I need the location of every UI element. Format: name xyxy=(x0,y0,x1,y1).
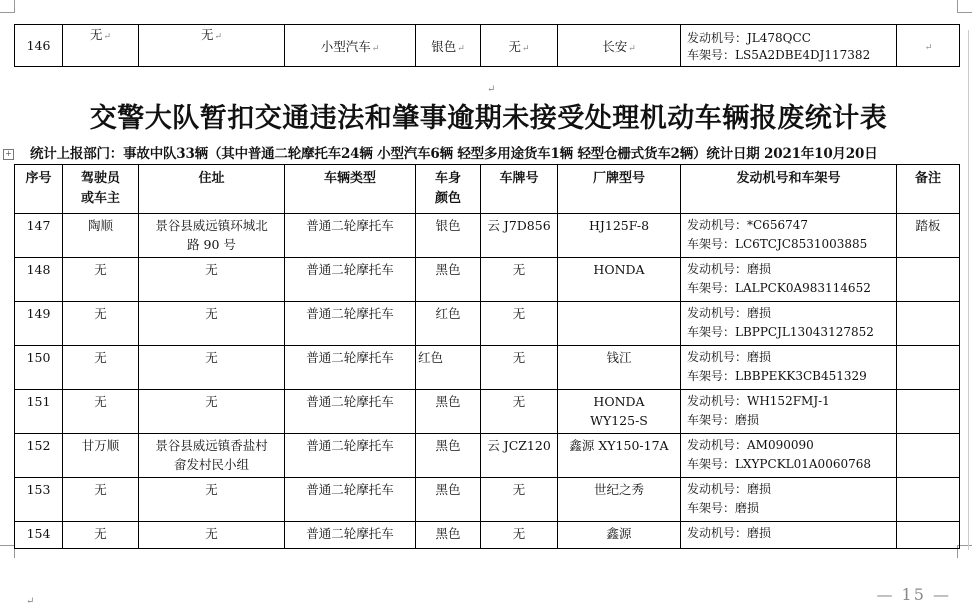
vehicle-type-cell xyxy=(285,214,416,258)
page-title: 交警大队暂扣交通违法和肇事逾期未接受处理机动车辆报废统计表 xyxy=(89,103,888,134)
header-driver: 驾驶员 或车主 xyxy=(63,165,139,214)
driver-cell xyxy=(63,302,139,346)
paragraph-mark: ↵ xyxy=(487,84,496,95)
header-address: 住址 xyxy=(139,165,285,214)
plate-cell xyxy=(481,478,558,522)
engine-frame-text: 车架号：LBBPEKK3CB451329 xyxy=(687,369,867,383)
address-text: 无 xyxy=(205,306,218,321)
vehicle-type-cell xyxy=(285,302,416,346)
driver-text: 无 xyxy=(94,262,107,277)
row-number-text: 151 xyxy=(26,394,51,409)
address-text: 无 xyxy=(205,482,218,497)
note-cell xyxy=(897,390,960,434)
header-color: 车身 颜色 xyxy=(416,165,481,214)
engine-frame-cell xyxy=(681,522,897,549)
engine-frame-cell xyxy=(681,390,897,434)
table-row xyxy=(15,25,960,67)
plate-cell xyxy=(481,522,558,549)
row-number xyxy=(15,434,63,478)
driver-cell: 无↵ xyxy=(63,25,139,67)
address-text: 无 xyxy=(205,350,218,365)
row-number-text: 152 xyxy=(26,438,51,453)
engine-frame-text: 车架号：LALPCK0A983114652 xyxy=(687,281,871,295)
color-text: 黑色 xyxy=(435,438,461,453)
header-vehicle-type: 车辆类型 xyxy=(285,165,416,214)
plate-cell xyxy=(481,258,558,302)
brand-text: 钱江 xyxy=(606,350,632,365)
engine-number: 发动机号：JL478QCC xyxy=(687,30,811,45)
brand-text: HONDA xyxy=(593,394,645,409)
plate-text: 无 xyxy=(512,482,526,497)
vehicle-table xyxy=(14,164,960,549)
vehicle-type-text: 普通二轮摩托车 xyxy=(306,218,394,233)
brand-cell xyxy=(558,214,681,258)
engine-frame-cell xyxy=(681,258,897,302)
engine-frame-text: 车架号：磨损 xyxy=(687,413,760,427)
note-cell xyxy=(897,346,960,390)
address-cell xyxy=(139,302,285,346)
address-text: 畲发村民小组 xyxy=(173,457,249,472)
color-text: 黑色 xyxy=(435,526,461,541)
brand-text: HONDA xyxy=(593,262,645,277)
address-cell xyxy=(139,434,285,478)
brand-cell xyxy=(558,258,681,302)
plate-cell: 无↵ xyxy=(481,25,558,67)
header-note: 备注 xyxy=(897,165,960,214)
frame-number: 车架号：LS5A2DBE4DJ117382 xyxy=(687,47,871,62)
engine-frame-cell xyxy=(681,25,897,67)
driver-cell xyxy=(63,434,139,478)
engine-frame-text: 车架号：磨损 xyxy=(687,501,760,515)
engine-frame-text: 车架号：LC6TCJC8531003885 xyxy=(687,237,868,251)
header-plate: 车牌号 xyxy=(481,165,558,214)
driver-cell xyxy=(63,214,139,258)
driver-text: 无 xyxy=(94,350,107,365)
brand-text: WY125-S xyxy=(590,413,648,428)
plate-cell xyxy=(481,214,558,258)
header-brand: 厂牌型号 xyxy=(558,165,681,214)
brand-cell xyxy=(558,478,681,522)
color-text: 银色 xyxy=(435,218,461,233)
address-text: 无 xyxy=(205,262,218,277)
table-row xyxy=(15,434,960,478)
table-row xyxy=(15,390,960,434)
vehicle-type-text: 普通二轮摩托车 xyxy=(306,262,394,277)
table-row xyxy=(15,522,960,549)
address-text: 无 xyxy=(205,394,218,409)
driver-cell xyxy=(63,390,139,434)
header-no: 序号 xyxy=(15,165,63,214)
vehicle-type-cell xyxy=(285,434,416,478)
plate-text: 无 xyxy=(512,350,526,365)
engine-frame-cell xyxy=(681,214,897,258)
address-text: 路 90 号 xyxy=(187,237,236,252)
table-header-row xyxy=(15,165,960,214)
plate-cell xyxy=(481,434,558,478)
plate-text: 云 JCZ120 xyxy=(487,438,551,453)
crop-mark-top-right xyxy=(957,0,972,13)
note-cell xyxy=(897,434,960,478)
row-number xyxy=(15,214,63,258)
engine-frame-text: 发动机号：磨损 xyxy=(687,350,772,364)
engine-frame-text: 发动机号：*C656747 xyxy=(687,218,808,232)
table-row xyxy=(15,302,960,346)
address-cell: 无↵ xyxy=(139,25,285,67)
address-cell xyxy=(139,214,285,258)
crop-mark-bottom-left xyxy=(0,545,15,558)
color-cell xyxy=(416,390,481,434)
row-number-text: 149 xyxy=(26,306,51,321)
note-cell xyxy=(897,478,960,522)
vehicle-type-cell: 小型汽车↵ xyxy=(285,25,416,67)
color-text: 黑色 xyxy=(435,482,461,497)
vehicle-type-cell xyxy=(285,346,416,390)
engine-frame-cell xyxy=(681,478,897,522)
engine-frame-text: 发动机号：WH152FMJ-1 xyxy=(687,394,830,408)
color-cell xyxy=(416,258,481,302)
driver-text: 陶顺 xyxy=(87,218,113,233)
color-cell xyxy=(416,434,481,478)
vehicle-type-text: 普通二轮摩托车 xyxy=(306,394,394,409)
row-number-text: 150 xyxy=(26,350,51,365)
row-number-text: 154 xyxy=(26,526,51,541)
brand-cell xyxy=(558,302,681,346)
color-text: 黑色 xyxy=(435,262,461,277)
row-number xyxy=(15,346,63,390)
vehicle-type-text: 普通二轮摩托车 xyxy=(306,306,394,321)
color-cell xyxy=(416,346,481,390)
address-cell xyxy=(139,390,285,434)
table-row xyxy=(15,478,960,522)
row-number-text: 147 xyxy=(26,218,51,233)
engine-frame-text: 发动机号：磨损 xyxy=(687,482,772,496)
note-cell xyxy=(897,522,960,549)
vehicle-type-text: 普通二轮摩托车 xyxy=(306,526,394,541)
previous-table xyxy=(14,24,960,67)
row-number xyxy=(15,258,63,302)
driver-cell xyxy=(63,522,139,549)
driver-text: 无 xyxy=(94,526,107,541)
brand-text: HJ125F-8 xyxy=(588,218,650,233)
brand-cell xyxy=(558,346,681,390)
plate-text: 无 xyxy=(512,394,526,409)
driver-text: 无 xyxy=(94,394,107,409)
row-number xyxy=(15,390,63,434)
color-text: 红色 xyxy=(418,350,444,365)
page-margin-line xyxy=(968,30,969,550)
table-row xyxy=(15,258,960,302)
table-row xyxy=(15,214,960,258)
brand-text: 鑫源 xyxy=(606,526,632,541)
row-number xyxy=(15,302,63,346)
plate-text: 云 J7D856 xyxy=(487,218,551,233)
crop-mark-top-left xyxy=(0,0,15,13)
vehicle-type-text: 普通二轮摩托车 xyxy=(306,350,394,365)
color-cell xyxy=(416,522,481,549)
note-cell: ↵ xyxy=(897,25,960,67)
engine-frame-text: 发动机号：AM090090 xyxy=(687,438,814,452)
engine-frame-text: 发动机号：磨损 xyxy=(687,306,772,320)
address-cell xyxy=(139,522,285,549)
plate-cell xyxy=(481,346,558,390)
row-number-text: 148 xyxy=(26,262,51,277)
brand-cell xyxy=(558,522,681,549)
header-engine-frame: 发动机号和车架号 xyxy=(681,165,897,214)
color-text: 红色 xyxy=(435,306,461,321)
plate-cell xyxy=(481,302,558,346)
table-anchor-icon[interactable]: + xyxy=(3,149,14,160)
vehicle-type-cell xyxy=(285,390,416,434)
color-cell xyxy=(416,478,481,522)
engine-frame-cell xyxy=(681,346,897,390)
address-text: 景谷县威远镇环城北 xyxy=(155,218,268,233)
engine-frame-text: 发动机号：磨损 xyxy=(687,526,772,540)
report-subtitle: 统计上报部门：事故中队33辆（其中普通二轮摩托车24辆 小型汽车6辆 轻型多用途货车1辆 轻型仓栅式货车2辆）统计日期 2021年10月20日 xyxy=(30,146,878,162)
note-text: 踏板 xyxy=(915,218,941,233)
note-cell xyxy=(897,302,960,346)
engine-frame-text: 车架号：LXYPCKL01A0060768 xyxy=(687,457,872,471)
driver-text: 甘万顺 xyxy=(81,438,120,453)
driver-text: 无 xyxy=(94,482,107,497)
vehicle-type-cell xyxy=(285,522,416,549)
color-cell: 银色↵ xyxy=(416,25,481,67)
note-cell xyxy=(897,258,960,302)
row-number: 146 xyxy=(15,25,63,67)
paragraph-mark: ↵ xyxy=(26,596,35,607)
vehicle-type-cell xyxy=(285,258,416,302)
brand-text: 鑫源 XY150-17A xyxy=(569,438,669,453)
engine-frame-cell xyxy=(681,302,897,346)
plate-text: 无 xyxy=(512,526,526,541)
driver-cell xyxy=(63,478,139,522)
color-cell xyxy=(416,302,481,346)
brand-cell: 长安↵ xyxy=(558,25,681,67)
driver-text: 无 xyxy=(94,306,107,321)
plate-cell xyxy=(481,390,558,434)
row-number xyxy=(15,522,63,549)
driver-cell xyxy=(63,258,139,302)
vehicle-type-text: 普通二轮摩托车 xyxy=(306,438,394,453)
color-cell xyxy=(416,214,481,258)
address-cell xyxy=(139,478,285,522)
brand-text: 世纪之秀 xyxy=(593,482,644,497)
engine-frame-text: 发动机号：磨损 xyxy=(687,262,772,276)
driver-cell xyxy=(63,346,139,390)
color-text: 黑色 xyxy=(435,394,461,409)
plate-text: 无 xyxy=(512,262,526,277)
plate-text: 无 xyxy=(512,306,526,321)
engine-frame-cell xyxy=(681,434,897,478)
address-cell xyxy=(139,346,285,390)
vehicle-type-cell xyxy=(285,478,416,522)
page-number: — 15 — xyxy=(876,585,951,604)
brand-cell xyxy=(558,434,681,478)
row-number xyxy=(15,478,63,522)
address-text: 无 xyxy=(205,526,218,541)
brand-cell xyxy=(558,390,681,434)
row-number-text: 153 xyxy=(26,482,51,497)
engine-frame-text: 车架号：LBPPCJL13043127852 xyxy=(687,325,874,339)
address-text: 景谷县威远镇香盐村 xyxy=(155,438,268,453)
vehicle-type-text: 普通二轮摩托车 xyxy=(306,482,394,497)
address-cell xyxy=(139,258,285,302)
table-body xyxy=(15,214,960,549)
note-cell xyxy=(897,214,960,258)
table-row xyxy=(15,346,960,390)
